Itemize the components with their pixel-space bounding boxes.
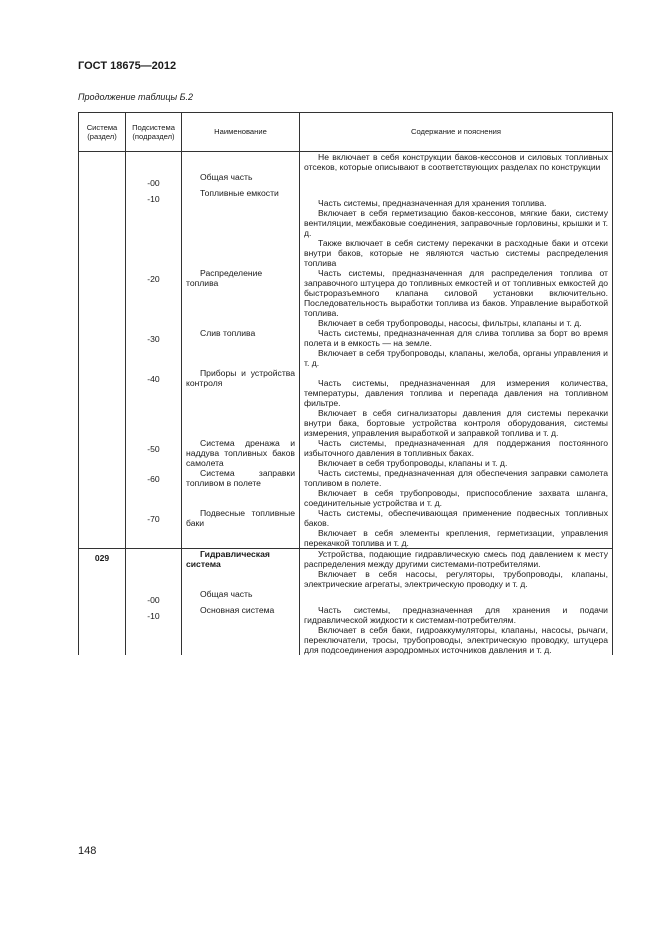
table-row: [79, 508, 613, 549]
cell-system: [79, 188, 126, 268]
cell-system: [79, 268, 126, 328]
cell-name: [182, 172, 300, 188]
cell-subsystem: [126, 549, 182, 590]
cell-subsystem: -10: [126, 188, 182, 268]
cell-content: [300, 605, 613, 655]
table-row: [79, 368, 613, 438]
cell-system: [79, 152, 126, 173]
cell-name-text: Слив топлива: [200, 328, 256, 338]
cell-content: [300, 549, 613, 590]
content-paragraph: Также включает в себя систему перекачки в расходные баки и отсеки внутри баков, которые не являются частью системы распределения топлива: [304, 238, 608, 268]
cell-name: [182, 328, 300, 368]
cell-name: [182, 508, 300, 549]
cell-name: [182, 468, 300, 508]
cell-name-text: Подвесные топливные баки: [186, 508, 295, 528]
cell-name-text: Распределение топлива: [186, 268, 263, 288]
table-row: [79, 328, 613, 368]
cell-system: [79, 605, 126, 655]
cell-name: [182, 268, 300, 328]
content-paragraph: Часть системы, предназначенная для слива топлива за борт во время полета и в емкость — на земле.: [304, 328, 608, 348]
table-row: [79, 438, 613, 468]
cell-content: [300, 328, 613, 368]
content-paragraph: Не включает в себя конструкции баков-кессонов и силовых топливных отсеков, которые описывают в соответствующих разделах по конструкции: [304, 152, 608, 172]
content-paragraph: Включает в себя трубопроводы, клапаны, желоба, органы управления и т. д.: [304, 348, 608, 368]
content-paragraph: Включает в себя сигнализаторы давления для системы перекачки внутри бака, бортовые устройства контроля оборудования, системы измерения, управления выработкой и заправкой топлива и т. д.: [304, 408, 608, 438]
cell-content: [300, 152, 613, 173]
cell-system: [79, 328, 126, 368]
cell-subsystem: -60: [126, 468, 182, 508]
cell-name: [182, 605, 300, 655]
cell-subsystem: -70: [126, 508, 182, 549]
systems-table: [78, 112, 613, 655]
cell-subsystem: -30: [126, 328, 182, 368]
cell-name: [182, 152, 300, 173]
cell-name: [182, 368, 300, 438]
cell-subsystem: [126, 152, 182, 173]
table-row: [79, 605, 613, 655]
cell-system: [79, 468, 126, 508]
cell-name-text: Основная система: [200, 605, 275, 615]
table-row: [79, 268, 613, 328]
cell-content: [300, 188, 613, 268]
cell-system: [79, 508, 126, 549]
cell-name-text: Приборы и устройства контроля: [186, 368, 295, 388]
document-title: ГОСТ 18675—2012: [78, 60, 177, 72]
cell-content: [300, 438, 613, 468]
cell-subsystem: -40: [126, 368, 182, 438]
content-paragraph: Включает в себя элементы крепления, герметизации, управления перекачкой топлива и т. д.: [304, 528, 608, 548]
header-name: Наименование: [182, 113, 300, 152]
content-paragraph: Часть системы, предназначенная для распределения топлива от заправочного штуцера до топливных емкостей и от топливных емкостей до быстроразъемного клапана силовой установки включительно. Последовательность выработки топлива из баков. Управление выработкой топлива.: [304, 268, 608, 318]
cell-system: [79, 438, 126, 468]
content-paragraph: Часть системы, предназначенная для обеспечения заправки самолета топливом в полете.: [304, 468, 608, 488]
cell-content: [300, 468, 613, 508]
content-paragraph: Часть системы, предназначенная для хранения топлива.: [318, 198, 547, 208]
table-row: [79, 188, 613, 268]
cell-name-text: Гидравлическая система: [186, 549, 270, 569]
table-body: [79, 152, 613, 656]
table-row: [79, 589, 613, 605]
content-paragraph: Включает в себя трубопроводы, клапаны и т. д.: [318, 458, 508, 468]
table-header-row: [79, 113, 613, 152]
content-paragraph: [304, 368, 608, 378]
table-row: [79, 549, 613, 590]
cell-content: [300, 268, 613, 328]
cell-system: [79, 589, 126, 605]
content-paragraph: Включает в себя насосы, регуляторы, трубопроводы, клапаны, электрические агрегаты, электрическую проводку и т. д.: [304, 569, 608, 589]
content-paragraph: Устройства, подающие гидравлическую смесь под давлением к месту распределения между другими системами-потребителями.: [304, 549, 608, 569]
cell-name: [182, 549, 300, 590]
cell-system: [79, 368, 126, 438]
content-paragraph: Часть системы, предназначенная для поддержания постоянного избыточного давления в топливных баках.: [304, 438, 608, 458]
content-paragraph: [304, 188, 608, 198]
cell-subsystem: -50: [126, 438, 182, 468]
cell-content: [300, 508, 613, 549]
content-paragraph: Часть системы, предназначенная для измерения количества, температуры, давления топлива и перепада давления на топливном фильтре.: [304, 378, 608, 408]
cell-name: [182, 589, 300, 605]
header-system: Система (раздел): [79, 113, 126, 152]
cell-content: [300, 368, 613, 438]
cell-name: [182, 438, 300, 468]
cell-content: [300, 589, 613, 605]
table-row: [79, 172, 613, 188]
cell-system: [79, 172, 126, 188]
content-paragraph: Включает в себя баки, гидроаккумуляторы, клапаны, насосы, рычаги, переключатели, тросы, трубопроводы, электрическую проводку, штуцера для подсоединения аэродромных источников давления и т. д.: [304, 625, 608, 655]
cell-name-text: Система дренажа и наддува топливных баков самолета: [186, 438, 295, 468]
header-subsystem: Подсистема (подраздел): [126, 113, 182, 152]
page-number: 148: [78, 845, 97, 857]
cell-content: [300, 172, 613, 188]
cell-name-text: Топливные емкости: [200, 188, 279, 198]
content-paragraph: Включает в себя герметизацию баков-кессонов, мягкие баки, систему вентиляции, межбаковые соединения, заправочные горловины, крышки и т. д.: [304, 208, 608, 238]
cell-subsystem: -00: [126, 172, 182, 188]
cell-name: [182, 188, 300, 268]
cell-name-text: Общая часть: [200, 172, 253, 182]
content-paragraph: Включает в себя трубопроводы, насосы, фильтры, клапаны и т. д.: [318, 318, 582, 328]
cell-name-text: Система заправки топливом в полете: [186, 468, 295, 488]
content-paragraph: Включает в себя трубопроводы, приспособление захвата шланга, соединительные устройства и т. д.: [304, 488, 608, 508]
content-paragraph: Часть системы, предназначенная для хранения и подачи гидравлической жидкости к системам-потребителям.: [304, 605, 608, 625]
cell-subsystem: -10: [126, 605, 182, 655]
content-paragraph: Часть системы, обеспечивающая применение подвесных топливных баков.: [304, 508, 608, 528]
table-row: [79, 152, 613, 173]
cell-system: 029: [79, 549, 126, 590]
cell-subsystem: -20: [126, 268, 182, 328]
header-content: Содержание и пояснения: [300, 113, 613, 152]
cell-subsystem: -00: [126, 589, 182, 605]
table-caption: Продолжение таблицы Б.2: [78, 92, 194, 102]
cell-name-text: Общая часть: [200, 589, 253, 599]
table-row: [79, 468, 613, 508]
